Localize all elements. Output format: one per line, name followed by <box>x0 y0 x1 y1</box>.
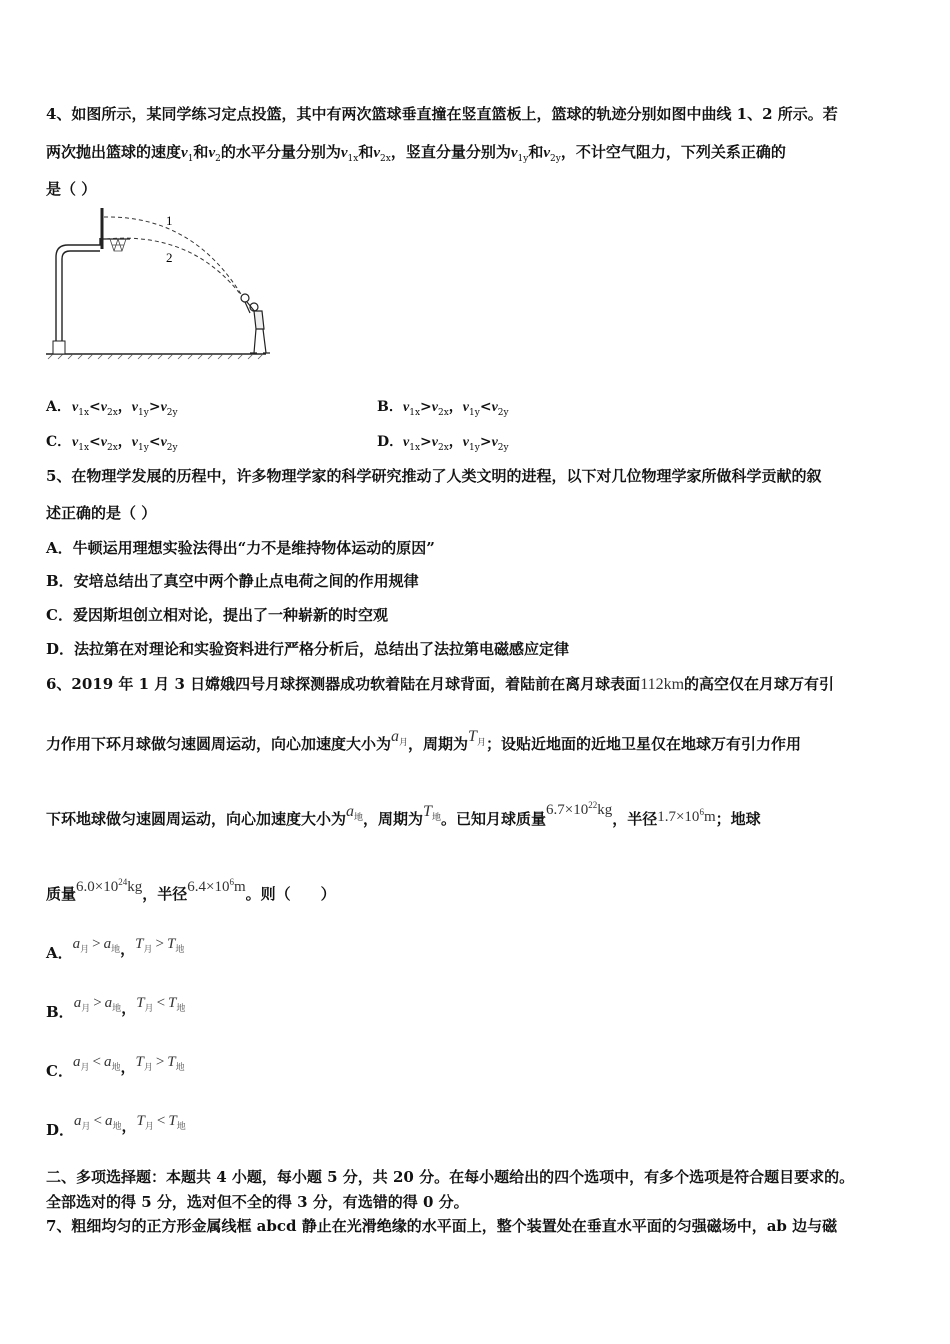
basketball-figure <box>44 205 284 360</box>
hoop-net <box>110 239 126 251</box>
q5-option-d[interactable]: D．法拉第在对理论和实验资料进行严格分析后，总结出了法拉第电磁感应定律 <box>46 640 570 658</box>
curve-1-label: 1 <box>166 213 173 228</box>
pole-base <box>53 341 65 354</box>
q4-line1: 4、如图所示，某同学练习定点投篮，其中有两次篮球垂直撞在竖直篮板上，篮球的轨迹分别如图中曲线 1、2 所示。若 <box>46 105 838 123</box>
q4-option-b[interactable]: B．$v_{1x}>v_{2x}$，$v_{1y}<v_{2y}$ <box>377 399 509 418</box>
q4-option-a[interactable]: A．$v_{1x}<v_{2x}$，$v_{1y}>v_{2y}$ <box>46 399 178 418</box>
q6-line1: 6、2019 年 1 月 3 日嫦娥四号月球探测器成功软着陆在月球背面，着陆前在离月球表面112km的高空仅在月球万有引 <box>46 675 835 693</box>
q6-line3: 下环地球做匀速圆周运动，向心加速度大小为$a_地$，周期为$T_地$。已知月球质量$6.7\times 10^{22}kg$，半径$1.7\times 10^6m$；地球 <box>46 800 761 828</box>
q6-option-a[interactable]: A．$a_月 > a_地$，$T_月 > T_地$ <box>46 936 185 962</box>
q7-line1: 7、粗细均匀的正方形金属线框 abcd 静止在光滑绝缘的水平面上，整个装置处在垂直水平面的匀强磁场中，ab 边与磁 <box>46 1217 838 1235</box>
q5-line2: 述正确的是（ ） <box>46 504 157 522</box>
q6-option-c[interactable]: C．$a_月 < a_地$，$T_月 > T_地$ <box>46 1054 185 1080</box>
trajectory-curve-2 <box>106 238 244 299</box>
q5-option-b[interactable]: B．安培总结出了真空中两个静止点电荷之间的作用规律 <box>46 572 419 590</box>
q5-option-a[interactable]: A．牛顿运用理想实验法得出“力不是维持物体运动的原因” <box>46 539 435 557</box>
q4-option-d[interactable]: D．$v_{1x}>v_{2x}$，$v_{1y}>v_{2y}$ <box>377 434 509 453</box>
section2-heading-line1: 二、多项选择题：本题共 4 小题，每小题 5 分，共 20 分。在每小题给出的四个选项中，有多个选项是符合题目要求的。 <box>46 1168 855 1186</box>
trajectory-curve-1 <box>104 217 244 299</box>
q4-option-c[interactable]: C．$v_{1x}<v_{2x}$，$v_{1y}<v_{2y}$ <box>46 434 178 453</box>
q4-line2: 两次抛出篮球的速度$v_1$和$v_2$的水平分量分别为$v_{1x}$和$v_{2x}$，竖直分量分别为$v_{1y}$和$v_{2y}$，不计空气阻力，下列关系正确的 <box>46 143 786 164</box>
q5-line1: 5、在物理学发展的历程中，许多物理学家的科学研究推动了人类文明的进程，以下对几位物理学家所做科学贡献的叙 <box>46 467 822 485</box>
q5-option-c[interactable]: C．爱因斯坦创立相对论，提出了一种崭新的时空观 <box>46 606 388 624</box>
height-value: 112km <box>640 676 685 693</box>
q6-option-b[interactable]: B．$a_月 > a_地$，$T_月 < T_地$ <box>46 995 186 1021</box>
hoop-pole <box>56 238 100 341</box>
q4-line3: 是（ ） <box>46 180 97 198</box>
q6-line4: 质量$6.0\times 10^{24}kg$，半径$6.4\times 10^6m$。则（ ） <box>46 877 336 903</box>
section2-heading-line2: 全部选对的得 5 分，选对但不全的得 3 分，有选错的得 0 分。 <box>46 1193 469 1211</box>
curve-2-label: 2 <box>166 250 173 265</box>
q6-option-d[interactable]: D．$a_月 < a_地$，$T_月 < T_地$ <box>46 1113 186 1139</box>
player-figure <box>241 294 270 353</box>
q6-line2: 力作用下环月球做匀速圆周运动，向心加速度大小为$a_月$，周期为$T_月$；设贴近地面的近地卫星仅在地球万有引力作用 <box>46 728 801 753</box>
